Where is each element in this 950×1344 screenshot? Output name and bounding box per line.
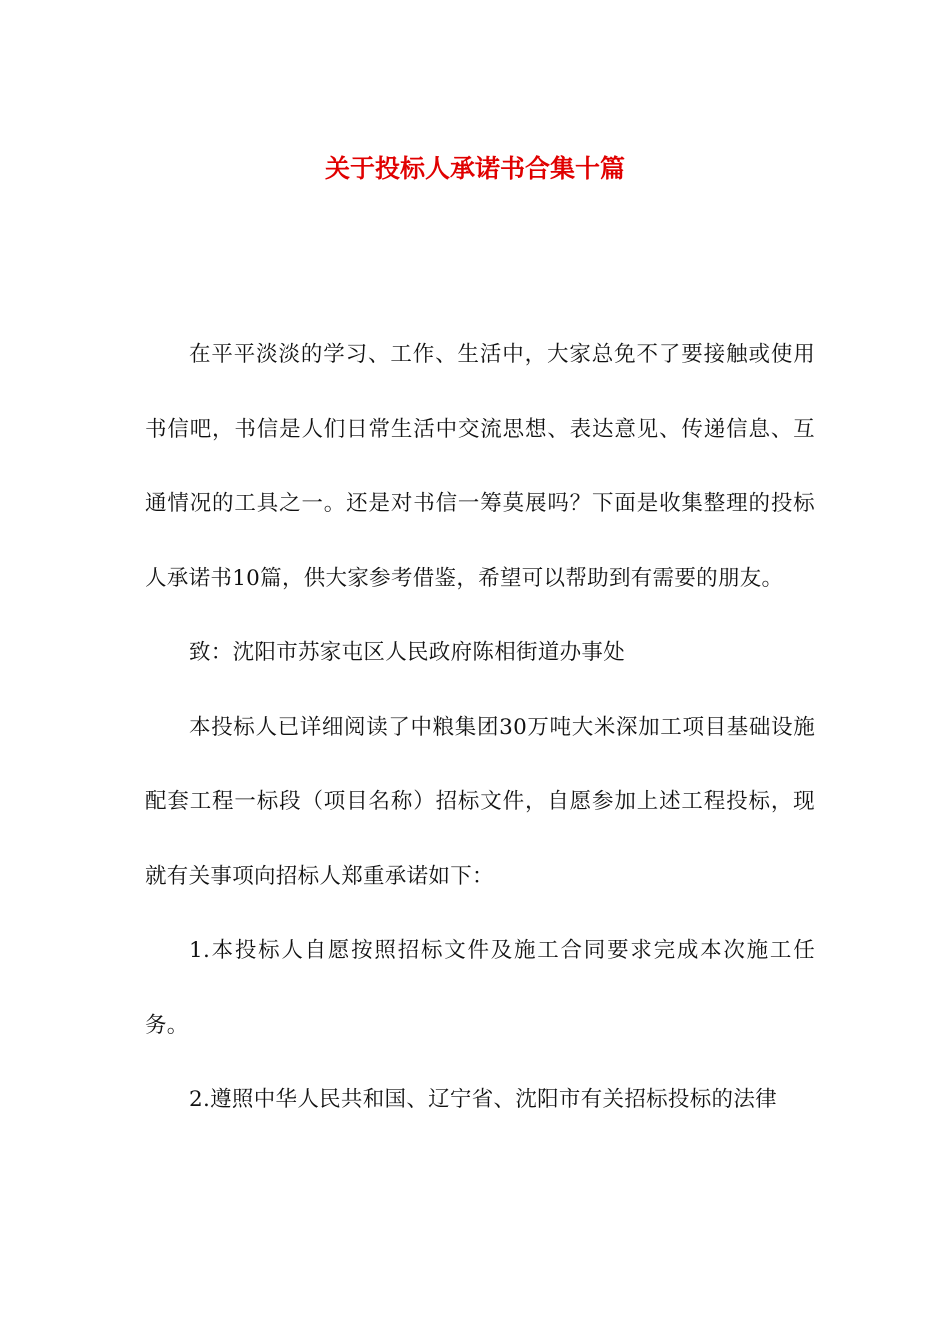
paragraph-item-2: 2.遵照中华人民共和国、辽宁省、沈阳市有关招标投标的法律 (189, 1087, 777, 1112)
document-body (145, 318, 815, 1138)
document-title: 关于投标人承诺书合集十篇 (324, 153, 625, 183)
paragraph-statement: 本投标人已详细阅读了中粮集团30万吨大米深加工项目基础设施配套工程一标段（项目名称）招标文件，自愿参加上述工程投标，现就有关事项向招标人郑重承诺如下： (145, 714, 815, 889)
paragraph-intro: 在平平淡淡的学习、工作、生活中，大家总免不了要接触或使用书信吧，书信是人们日常生活中交流思想、表达意见、传递信息、互通情况的工具之一。还是对书信一筹莫展吗？下面是收集整理的投标人承诺书10篇，供大家参考借鉴，希望可以帮助到有需要的朋友。 (145, 342, 815, 591)
paragraph-item-1: 1.本投标人自愿按照招标文件及施工合同要求完成本次施工任务。 (145, 938, 815, 1038)
paragraph-addressee: 致：沈阳市苏家屯区人民政府陈相街道办事处 (189, 640, 626, 665)
